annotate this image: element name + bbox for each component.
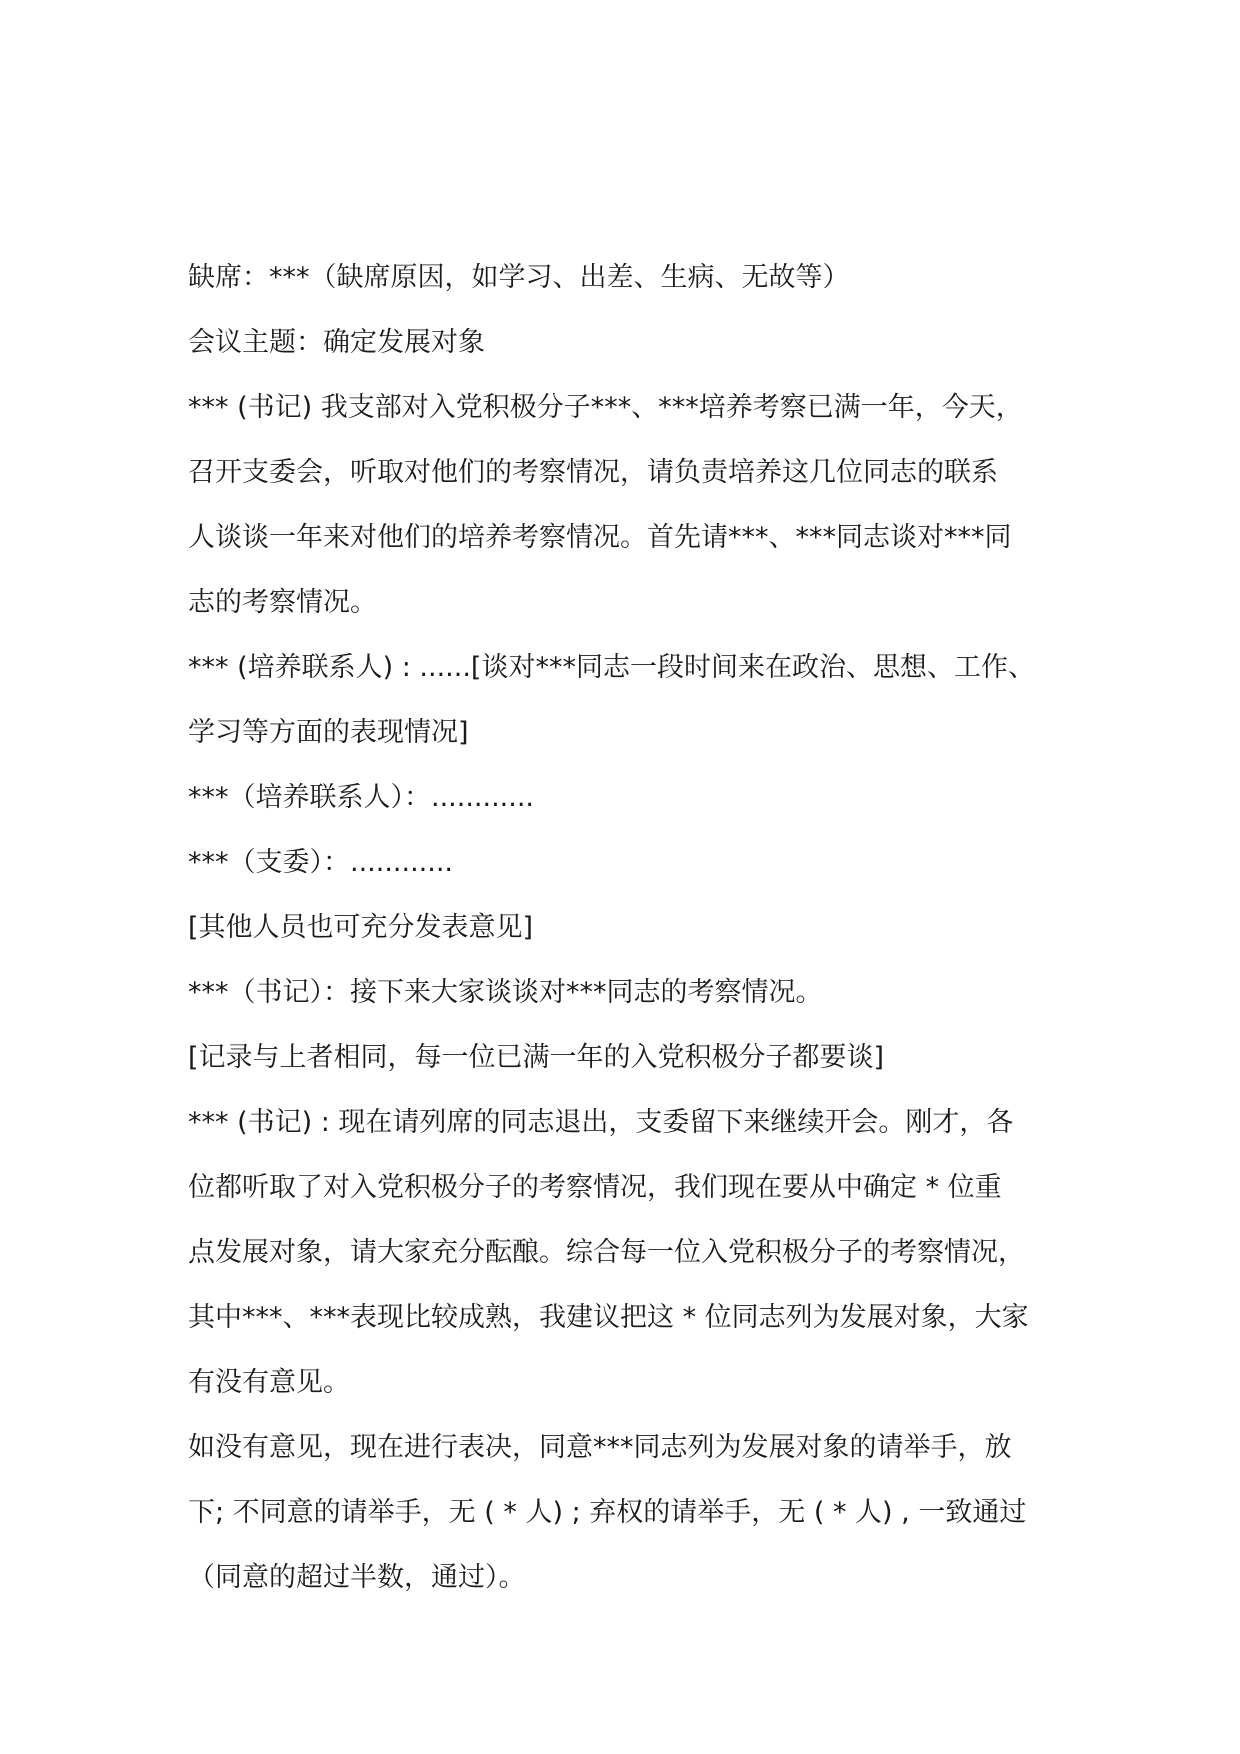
text-line: 志的考察情况。 xyxy=(188,587,377,618)
text-line: 召开支委会，听取对他们的考察情况，请负责培养这几位同志的联系 xyxy=(188,457,998,488)
text-line: ***（支委）：............ xyxy=(188,847,453,878)
text-line: 人谈谈一年来对他们的培养考察情况。首先请***、***同志谈对***同 xyxy=(188,522,1012,553)
text-line: ***（书记）：接下来大家谈谈对***同志的考察情况。 xyxy=(188,977,823,1008)
text-line: 下; 不同意的请举手，无 ( * 人) ; 弃权的请举手，无 ( * 人) , 一致通过 xyxy=(188,1497,1027,1528)
text-line: *** (培养联系人) : ......[谈对***同志一段时间来在政治、思想、工作、 xyxy=(188,652,1035,683)
text-line: *** (书记) 我支部对入党积极分子***、***培养考察已满一年，今天， xyxy=(188,392,1023,423)
text-line: 有没有意见。 xyxy=(188,1367,350,1398)
text-line: 学习等方面的表现情况] xyxy=(188,717,469,748)
text-line: [其他人员也可充分发表意见] xyxy=(188,912,534,943)
text-line: 位都听取了对入党积极分子的考察情况，我们现在要从中确定 * 位重 xyxy=(188,1172,1002,1203)
text-line: *** (书记) : 现在请列席的同志退出，支委留下来继续开会。刚才，各 xyxy=(188,1107,1014,1138)
text-line: ***（培养联系人）：............ xyxy=(188,782,534,813)
text-line: 缺席：***（缺席原因，如学习、出差、生病、无故等） xyxy=(188,262,850,293)
text-line: [记录与上者相同，每一位已满一年的入党积极分子都要谈] xyxy=(188,1042,885,1073)
text-line: 会议主题：确定发展对象 xyxy=(188,327,485,358)
text-line: 点发展对象，请大家充分酝酿。综合每一位入党积极分子的考察情况， xyxy=(188,1237,1025,1268)
document-body xyxy=(188,245,1068,1610)
text-line: 如没有意见，现在进行表决，同意***同志列为发展对象的请举手，放 xyxy=(188,1432,1012,1463)
text-line: （同意的超过半数，通过）。 xyxy=(188,1562,526,1593)
text-line: 其中***、***表现比较成熟，我建议把这 * 位同志列为发展对象，大家 xyxy=(188,1302,1029,1333)
